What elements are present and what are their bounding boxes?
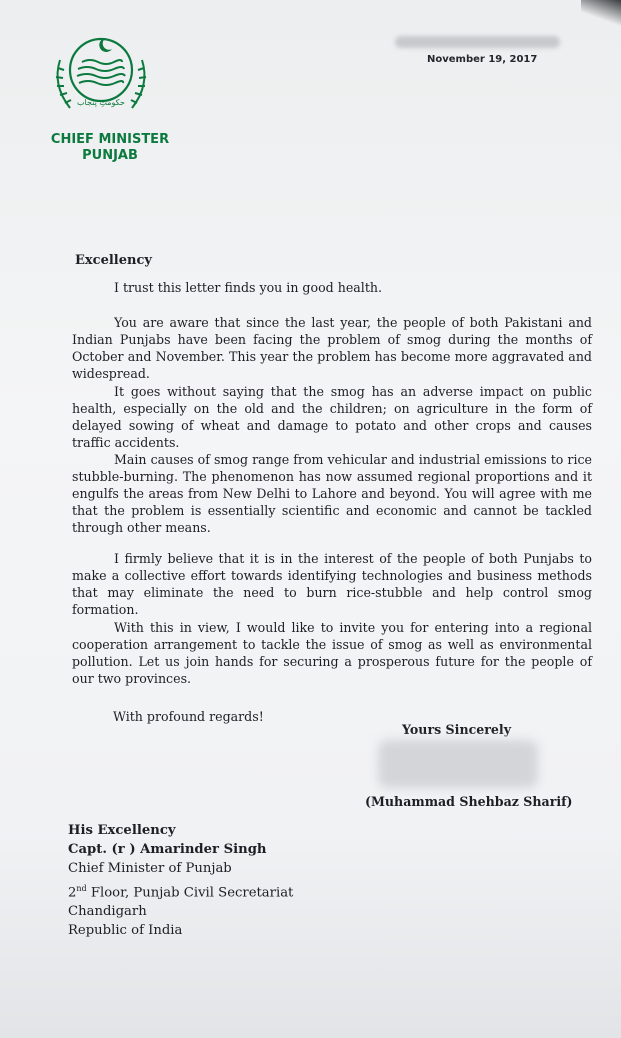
- paragraph-1: I trust this letter finds you in good health.: [114, 280, 382, 295]
- redacted-signature: [378, 740, 538, 788]
- letterhead-title: [40, 132, 180, 164]
- redacted-reference-number: [395, 36, 560, 48]
- logo-script-text: حکومتِ پنجاب: [77, 98, 125, 107]
- addressee-name: Capt. (r ) Amarinder Singh: [68, 842, 267, 858]
- floor-number: 2: [68, 885, 77, 900]
- paragraph-4: Main causes of smog range from vehicular and industrial emissions to rice stubble-burning. The phenomenon has now assumed regional proportions and it engulfs the areas from New Delhi to Lahore and beyond. You will agree with me that the problem is essentially scientific and economic and cannot be tackled through other means.: [72, 452, 592, 535]
- paragraph-6: With this in view, I would like to invite you for entering into a regional cooperation arrangement to tackle the issue of smog as well as environmental pollution. Let us join hands for securing a prosperous future for the people of our two provinces.: [72, 620, 592, 686]
- page-corner-shadow: [581, 0, 621, 30]
- punjab-seal-logo: [44, 30, 159, 122]
- letterhead-line-1: CHIEF MINISTER: [50, 132, 170, 147]
- addressee-title: Chief Minister of Punjab: [68, 861, 232, 877]
- paragraph-2: You are aware that since the last year, the people of both Pakistani and Indian Punjabs have been facing the problem of smog during the months of October and November. This year the problem has become more aggravated and widespread.: [72, 315, 592, 381]
- paragraph-3: It goes without saying that the smog has an adverse impact on public health, especially on the old and the children; on agriculture in the form of delayed sowing of wheat and damage to potato and other crops and causes traffic accidents.: [72, 384, 592, 450]
- letterhead-line-2: PUNJAB: [82, 148, 138, 163]
- floor-rest: Floor, Punjab Civil Secretariat: [86, 885, 294, 900]
- addressee-honorific: His Excellency: [68, 823, 176, 838]
- sign-off: Yours Sincerely: [402, 722, 512, 737]
- addressee-city: Chandigarh: [68, 904, 147, 920]
- addressee-country: Republic of India: [68, 923, 183, 939]
- letter-date: November 19, 2017: [427, 54, 538, 65]
- signer-name: (Muhammad Shehbaz Sharif): [365, 794, 573, 809]
- paragraph-5: I firmly believe that it is in the interest of the people of both Punjabs to make a collective effort towards identifying technologies and business methods that may eliminate the need to burn rice-stubble and help control smog formation.: [72, 551, 592, 617]
- floor-suffix: nd: [76, 883, 87, 893]
- salutation: Excellency: [75, 253, 152, 268]
- addressee-address-line: [68, 879, 293, 903]
- addressee-block: [68, 821, 293, 941]
- closing-line: With profound regards!: [113, 709, 264, 724]
